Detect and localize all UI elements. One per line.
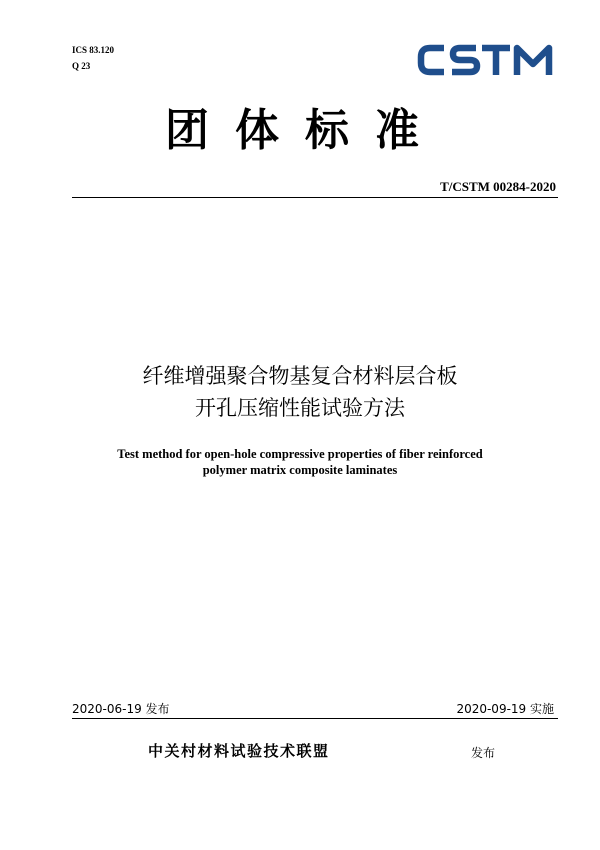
bottom-rule xyxy=(72,718,558,719)
document-heading: 团体标准 xyxy=(165,105,445,156)
issue-date: 2020-06-19 发布 xyxy=(72,702,170,716)
english-title-line-1: Test method for open-hole compressive properties of fiber reinforced xyxy=(117,447,483,461)
chinese-title-line-2: 开孔压缩性能试验方法 xyxy=(195,396,405,420)
chinese-title xyxy=(0,360,600,424)
issuer-name: 中关村材料试验技术联盟 xyxy=(148,742,330,760)
cstm-logo xyxy=(416,40,556,80)
english-title xyxy=(0,446,600,478)
implementation-date: 2020-09-19 实施 xyxy=(456,702,554,716)
issuer-label: 发布 xyxy=(471,746,496,760)
ics-code: ICS 83.120 xyxy=(72,45,115,55)
standard-number: T/CSTM 00284-2020 xyxy=(440,179,556,194)
chinese-title-line-1: 纤维增强聚合物基复合材料层合板 xyxy=(142,364,458,388)
top-rule xyxy=(72,197,558,198)
ccs-code: Q 23 xyxy=(72,61,91,71)
english-title-line-2: polymer matrix composite laminates xyxy=(202,463,398,477)
